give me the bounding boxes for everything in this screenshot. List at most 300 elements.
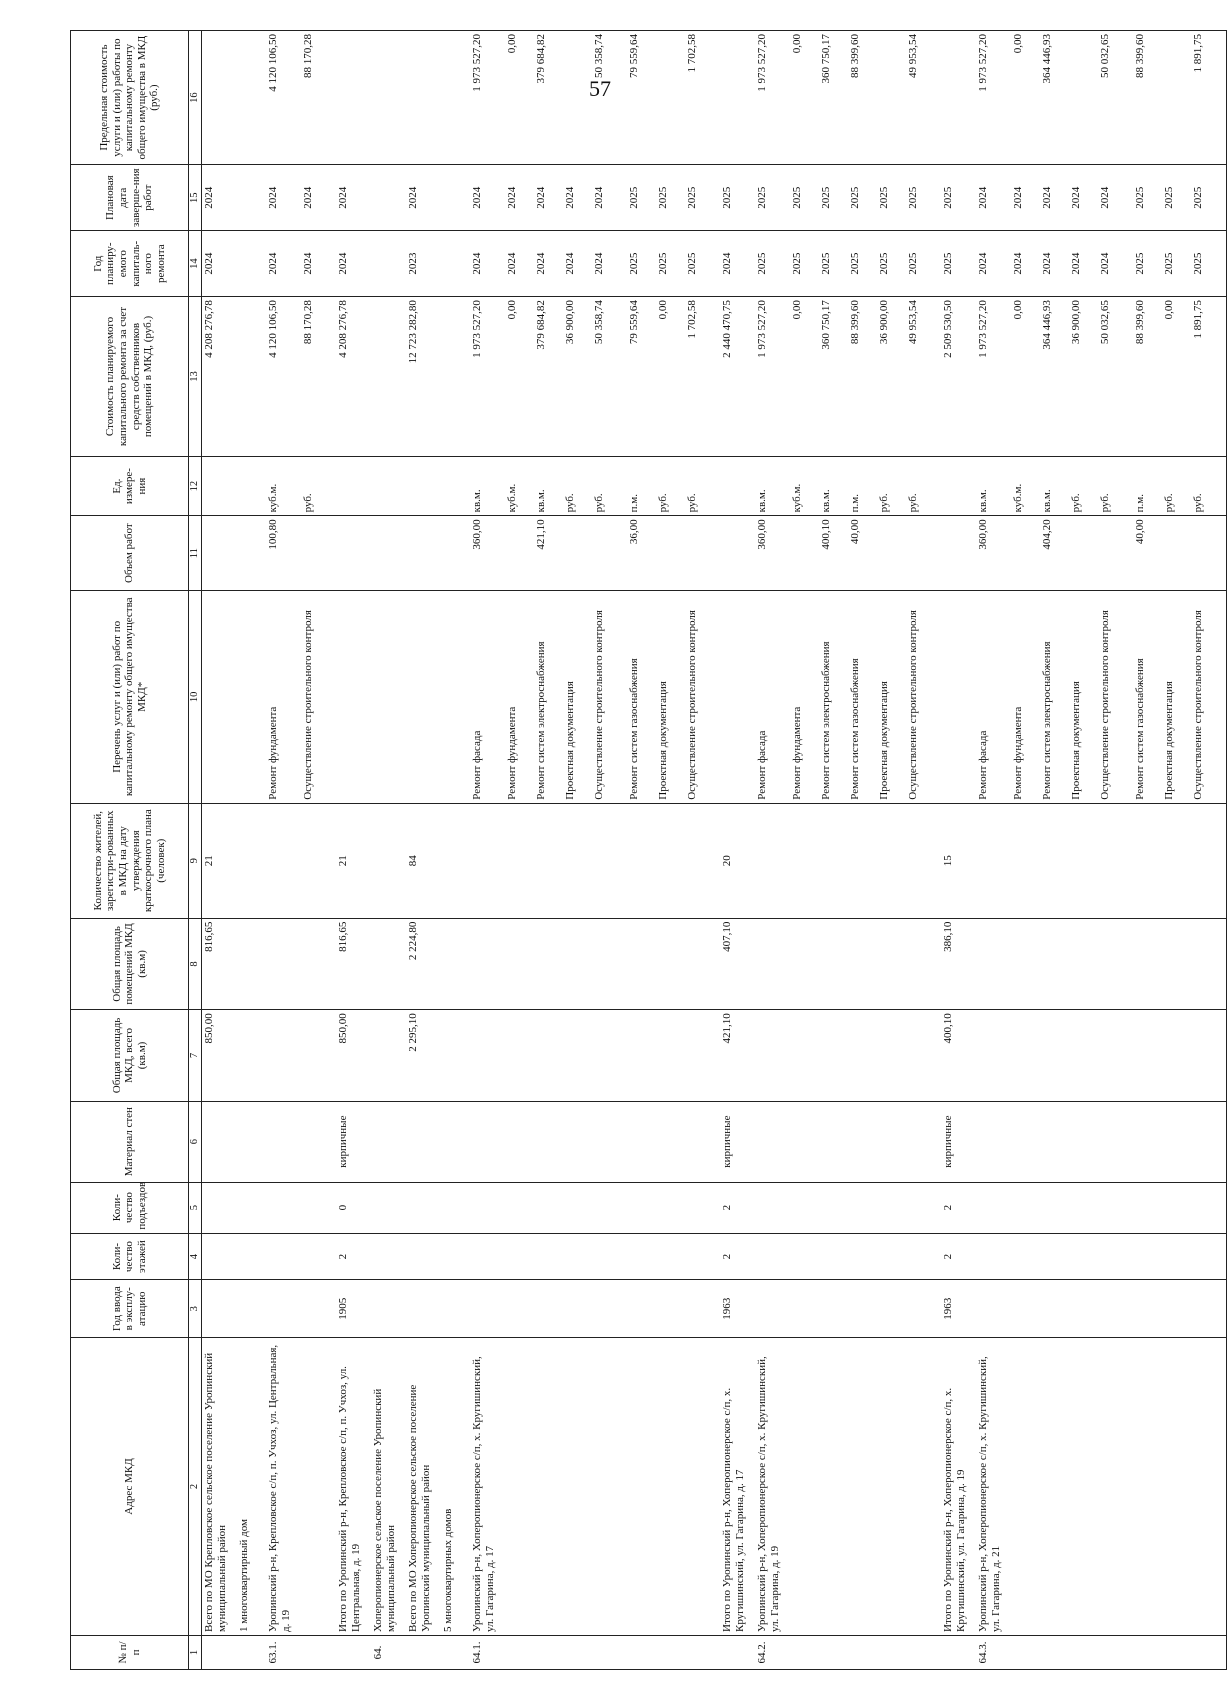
table-cell (441, 297, 470, 457)
table-cell (906, 1280, 941, 1337)
table-cell (1069, 516, 1098, 591)
table-cell (1191, 918, 1227, 1010)
table-cell (266, 1182, 301, 1233)
table-cell: 0,00 (790, 297, 819, 457)
table-row (1069, 31, 1098, 1670)
table-cell (441, 1010, 470, 1102)
table-cell (202, 1101, 238, 1182)
table-cell: 2 (336, 1233, 371, 1280)
table-cell (627, 1337, 656, 1635)
table-cell (301, 1233, 336, 1280)
table-cell (790, 1337, 819, 1635)
table-cell (627, 1101, 656, 1182)
table-cell: 816,65 (336, 918, 371, 1010)
table-cell (976, 1233, 1011, 1280)
table-row (1011, 31, 1040, 1670)
table-cell (720, 516, 755, 591)
table-cell (563, 1337, 592, 1635)
table-cell (976, 918, 1011, 1010)
table-cell (505, 803, 534, 918)
table-cell (336, 516, 371, 591)
page-number: 57 (589, 76, 611, 101)
table-cell (685, 803, 720, 918)
table-cell: 88 399,60 (1133, 31, 1162, 165)
table-cell (470, 918, 505, 1010)
table-cell (790, 803, 819, 918)
table-cell: кв.м. (755, 456, 790, 516)
table-row (336, 31, 371, 1670)
table-cell: кв.м. (1040, 456, 1069, 516)
table-cell: руб. (1069, 456, 1098, 516)
column-number: 13 (189, 297, 202, 457)
table-cell: 2025 (755, 165, 790, 231)
table-cell (790, 1280, 819, 1337)
table-cell: 2 (720, 1233, 755, 1280)
table-cell (406, 31, 441, 165)
column-header: Общая площадь помещений МКД (кв.м) (71, 918, 189, 1010)
table-cell: 2025 (1162, 165, 1191, 231)
table-cell (976, 1101, 1011, 1182)
table-cell (1011, 1635, 1040, 1669)
table-cell (1162, 1337, 1191, 1635)
table-cell: 88 170,28 (301, 297, 336, 457)
table-cell (877, 1280, 906, 1337)
table-cell (685, 1233, 720, 1280)
table-cell: 360 750,17 (819, 297, 848, 457)
table-cell: 1 891,75 (1191, 297, 1227, 457)
table-cell (1040, 918, 1069, 1010)
table-cell: Ремонт фасада (755, 590, 790, 803)
table-cell (906, 803, 941, 918)
table-cell (592, 1101, 627, 1182)
table-cell (1191, 803, 1227, 918)
table-cell: 2024 (1069, 165, 1098, 231)
table-cell: 2023 (406, 231, 441, 297)
table-cell (656, 1101, 685, 1182)
table-cell (685, 1010, 720, 1102)
table-cell (563, 918, 592, 1010)
table-cell: руб. (1098, 456, 1133, 516)
table-cell: 2 295,10 (406, 1010, 441, 1102)
table-cell (685, 516, 720, 591)
table-cell (1040, 1010, 1069, 1102)
table-cell: 4 208 276,78 (336, 297, 371, 457)
table-cell: 850,00 (202, 1010, 238, 1102)
table-cell (592, 1635, 627, 1669)
table-cell (1040, 1182, 1069, 1233)
column-number: 7 (189, 1010, 202, 1102)
table-cell (441, 918, 470, 1010)
table-cell (656, 1010, 685, 1102)
table-cell (1162, 1233, 1191, 1280)
table-cell: 2024 (534, 231, 563, 297)
table-cell (563, 1233, 592, 1280)
table-cell: 2024 (470, 231, 505, 297)
table-cell: 4 120 106,50 (266, 297, 301, 457)
table-cell (1191, 1280, 1227, 1337)
table-cell (819, 918, 848, 1010)
table-cell: 1 многоквартирный дом (237, 1337, 266, 1635)
table-cell (1133, 1233, 1162, 1280)
table-row (720, 31, 755, 1670)
table-cell: 1 891,75 (1191, 31, 1227, 165)
table-cell: кирпичные (720, 1101, 755, 1182)
table-cell: 64. (371, 1635, 406, 1669)
table-cell: 2024 (563, 165, 592, 231)
table-cell (720, 590, 755, 803)
table-cell (470, 1101, 505, 1182)
table-cell (1162, 1182, 1191, 1233)
table-cell: 386,10 (941, 918, 976, 1010)
table-cell: 0,00 (1011, 31, 1040, 165)
table-cell (406, 1280, 441, 1337)
table-cell (1133, 1010, 1162, 1102)
table-cell: Ремонт фасада (470, 590, 505, 803)
table-cell: 0,00 (505, 31, 534, 165)
table-cell (406, 516, 441, 591)
table-cell (505, 1182, 534, 1233)
table-cell (1040, 1233, 1069, 1280)
table-cell: 2025 (1133, 231, 1162, 297)
table-cell: 2025 (1191, 165, 1227, 231)
table-cell (505, 1635, 534, 1669)
table-cell: 407,10 (720, 918, 755, 1010)
table-cell: 2024 (505, 165, 534, 231)
table-cell (877, 516, 906, 591)
table-cell (336, 31, 371, 165)
table-cell (627, 1182, 656, 1233)
table-cell (202, 456, 238, 516)
table-cell: 40,00 (848, 516, 877, 591)
table-cell (266, 918, 301, 1010)
table-cell (1040, 1280, 1069, 1337)
table-cell: 50 032,65 (1098, 297, 1133, 457)
table-cell (371, 590, 406, 803)
table-cell (790, 1182, 819, 1233)
table-cell (755, 918, 790, 1010)
table-cell (1098, 1182, 1133, 1233)
table-cell: 12 723 282,80 (406, 297, 441, 457)
table-cell (1191, 1101, 1227, 1182)
table-cell: Всего по МО Хоперопионерское сельское поселение Уропинский муниципальный район (406, 1337, 441, 1635)
table-cell (534, 1182, 563, 1233)
table-cell (848, 803, 877, 918)
table-cell: Осуществление строительного контроля (301, 590, 336, 803)
column-header: Перечень услуг и (или) работ по капитальному ремонту общего имущества МКД* (71, 590, 189, 803)
column-header: Коли-чество этажей (71, 1233, 189, 1280)
table-cell (592, 1010, 627, 1102)
table-cell (819, 1182, 848, 1233)
table-row (755, 31, 790, 1670)
table-cell (1162, 1280, 1191, 1337)
column-number: 8 (189, 918, 202, 1010)
table-cell (202, 1635, 238, 1669)
table-cell: Уропинский р-н, Хоперопионерское с/п, х. Кругишинский, ул. Гагарина, д. 19 (755, 1337, 790, 1635)
table-cell (301, 1182, 336, 1233)
table-cell: Итого по Уропинский р-н, Хоперопионерское с/п, х. Кругишинский, ул. Гагарина, д. 17 (720, 1337, 755, 1635)
table-cell: 50 032,65 (1098, 31, 1133, 165)
table-cell (755, 1010, 790, 1102)
table-cell (656, 1233, 685, 1280)
table-row (505, 31, 534, 1670)
table-cell (790, 1233, 819, 1280)
table-cell (441, 1635, 470, 1669)
table-cell (441, 165, 470, 231)
column-number: 12 (189, 456, 202, 516)
table-cell (627, 1233, 656, 1280)
table-cell: Проектная документация (656, 590, 685, 803)
table-cell: Ремонт систем электроснабжения (534, 590, 563, 803)
table-cell: Осуществление строительного контроля (685, 590, 720, 803)
table-cell (790, 1101, 819, 1182)
table-cell (906, 1233, 941, 1280)
table-cell (1098, 1635, 1133, 1669)
table-cell (627, 1010, 656, 1102)
table-cell: 360,00 (976, 516, 1011, 591)
table-cell (441, 803, 470, 918)
column-number: 15 (189, 165, 202, 231)
table-row (1162, 31, 1191, 1670)
table-cell: 88 399,60 (848, 297, 877, 457)
table-cell: кирпичные (336, 1101, 371, 1182)
table-cell (505, 1010, 534, 1102)
column-number: 14 (189, 231, 202, 297)
table-cell (627, 1280, 656, 1337)
table-cell: 2025 (906, 231, 941, 297)
table-cell: 4 208 276,78 (202, 297, 238, 457)
table-cell (371, 31, 406, 165)
table-cell: 50 358,74 (592, 297, 627, 457)
table-cell: 2 509 530,50 (941, 297, 976, 457)
table-row (1040, 31, 1069, 1670)
table-cell (1133, 803, 1162, 918)
table-cell (976, 1182, 1011, 1233)
table-cell: 404,20 (1040, 516, 1069, 591)
table-cell (371, 1182, 406, 1233)
table-cell: Осуществление строительного контроля (906, 590, 941, 803)
table-cell (371, 297, 406, 457)
table-cell (406, 456, 441, 516)
table-cell: 2024 (592, 165, 627, 231)
table-cell: 21 (336, 803, 371, 918)
table-cell (1040, 803, 1069, 918)
table-cell (1040, 1101, 1069, 1182)
table-cell: Ремонт систем электроснабжения (819, 590, 848, 803)
table-row (441, 31, 470, 1670)
table-cell (371, 456, 406, 516)
table-cell: 1905 (336, 1280, 371, 1337)
table-cell (406, 1233, 441, 1280)
table-cell (906, 1337, 941, 1635)
table-cell (685, 1182, 720, 1233)
rotated-table-container (70, 30, 1205, 1670)
table-cell: 2024 (406, 165, 441, 231)
table-cell: 79 559,64 (627, 31, 656, 165)
table-cell: Ремонт систем газоснабжения (1133, 590, 1162, 803)
table-cell (1098, 1233, 1133, 1280)
table-cell: 2025 (877, 165, 906, 231)
table-cell (441, 1182, 470, 1233)
table-cell (685, 1635, 720, 1669)
table-cell (941, 516, 976, 591)
table-cell (656, 1182, 685, 1233)
table-cell: руб. (877, 456, 906, 516)
table-cell (1133, 1635, 1162, 1669)
table-cell (470, 1010, 505, 1102)
table-cell (441, 231, 470, 297)
column-header: Объем работ (71, 516, 189, 591)
table-cell: Ремонт систем газоснабжения (848, 590, 877, 803)
table-cell (336, 456, 371, 516)
table-cell (1162, 1010, 1191, 1102)
table-cell (1098, 1010, 1133, 1102)
table-cell (237, 1280, 266, 1337)
table-cell (1069, 1337, 1098, 1635)
table-cell: 0,00 (1011, 297, 1040, 457)
table-cell (1098, 516, 1133, 591)
table-cell: 2024 (1069, 231, 1098, 297)
table-cell: 2024 (1098, 165, 1133, 231)
column-header: № п/п (71, 1635, 189, 1669)
table-cell: 63.1. (266, 1635, 301, 1669)
table-cell: 2025 (755, 231, 790, 297)
table-cell (1191, 1182, 1227, 1233)
table-cell (237, 31, 266, 165)
table-cell (656, 918, 685, 1010)
column-header: Материал стен (71, 1101, 189, 1182)
table-cell (1011, 803, 1040, 918)
table-cell (1133, 1182, 1162, 1233)
table-cell (755, 1182, 790, 1233)
column-number: 3 (189, 1280, 202, 1337)
table-cell (563, 516, 592, 591)
table-cell: куб.м. (505, 456, 534, 516)
table-cell (1098, 1280, 1133, 1337)
table-cell (790, 918, 819, 1010)
table-cell (505, 1233, 534, 1280)
table-cell (202, 516, 238, 591)
table-cell: 64.3. (976, 1635, 1011, 1669)
column-number: 10 (189, 590, 202, 803)
table-cell: 360 750,17 (819, 31, 848, 165)
table-cell: руб. (656, 456, 685, 516)
repair-plan-table (70, 30, 1227, 1670)
table-cell (266, 1010, 301, 1102)
table-cell (1011, 1182, 1040, 1233)
column-number: 5 (189, 1182, 202, 1233)
table-cell (1011, 1280, 1040, 1337)
table-cell (1011, 1233, 1040, 1280)
table-cell (202, 1233, 238, 1280)
table-cell (563, 1280, 592, 1337)
table-cell (534, 1280, 563, 1337)
table-cell (790, 1635, 819, 1669)
table-cell: руб. (1191, 456, 1227, 516)
table-cell: 2024 (202, 231, 238, 297)
table-cell (592, 1182, 627, 1233)
table-cell: Осуществление строительного контроля (592, 590, 627, 803)
table-cell (534, 1635, 563, 1669)
table-cell: 1 702,58 (685, 31, 720, 165)
table-cell: 400,10 (941, 1010, 976, 1102)
table-cell (301, 1337, 336, 1635)
table-cell (1191, 1233, 1227, 1280)
table-cell (202, 1182, 238, 1233)
table-cell (1098, 803, 1133, 918)
column-header: Коли-чество подъездов (71, 1182, 189, 1233)
table-cell (877, 803, 906, 918)
table-row (592, 31, 627, 1670)
table-cell (563, 1101, 592, 1182)
table-cell (1133, 1337, 1162, 1635)
table-cell (1098, 918, 1133, 1010)
table-cell: 20 (720, 803, 755, 918)
table-cell: руб. (592, 456, 627, 516)
table-cell (1162, 31, 1191, 165)
table-cell: 1963 (941, 1280, 976, 1337)
table-cell (237, 1182, 266, 1233)
table-cell: 2025 (877, 231, 906, 297)
table-cell (656, 1635, 685, 1669)
header-row (71, 31, 189, 1670)
table-cell: Проектная документация (1162, 590, 1191, 803)
table-cell: 50 358,74 (592, 31, 627, 165)
table-cell (470, 1182, 505, 1233)
table-cell (563, 1182, 592, 1233)
table-cell: 79 559,64 (627, 297, 656, 457)
table-cell (1011, 1010, 1040, 1102)
table-cell (627, 918, 656, 1010)
table-cell (237, 456, 266, 516)
table-cell (976, 1280, 1011, 1337)
table-cell (592, 1233, 627, 1280)
table-cell (406, 1101, 441, 1182)
table-cell: 2024 (336, 231, 371, 297)
table-cell (592, 1337, 627, 1635)
table-cell (406, 1635, 441, 1669)
table-cell (1011, 918, 1040, 1010)
table-cell (1069, 1233, 1098, 1280)
table-cell: Итого по Уропинский р-н, Хоперопионерское с/п, х. Кругишинский, ул. Гагарина, д. 19 (941, 1337, 976, 1635)
table-cell: 2025 (848, 165, 877, 231)
table-cell: 816,65 (202, 918, 238, 1010)
table-cell: 379 684,82 (534, 297, 563, 457)
table-row (563, 31, 592, 1670)
table-cell: 2024 (1040, 231, 1069, 297)
table-cell (505, 918, 534, 1010)
table-cell: 379 684,82 (534, 31, 563, 165)
table-cell (755, 1233, 790, 1280)
table-cell (505, 1337, 534, 1635)
table-cell (534, 1010, 563, 1102)
table-cell (266, 1280, 301, 1337)
table-cell (1162, 803, 1191, 918)
table-cell: 2025 (656, 165, 685, 231)
table-cell: 2024 (336, 165, 371, 231)
table-cell (877, 1010, 906, 1102)
table-row (819, 31, 848, 1670)
table-header (71, 31, 202, 1670)
column-number: 11 (189, 516, 202, 591)
table-cell: 421,10 (534, 516, 563, 591)
table-cell (470, 1233, 505, 1280)
table-cell: Хоперопионерское сельское поселение Уропинский муниципальный район (371, 1337, 406, 1635)
table-cell (720, 1635, 755, 1669)
table-cell (819, 1280, 848, 1337)
table-cell (336, 1635, 371, 1669)
column-number: 6 (189, 1101, 202, 1182)
table-cell (1133, 1280, 1162, 1337)
